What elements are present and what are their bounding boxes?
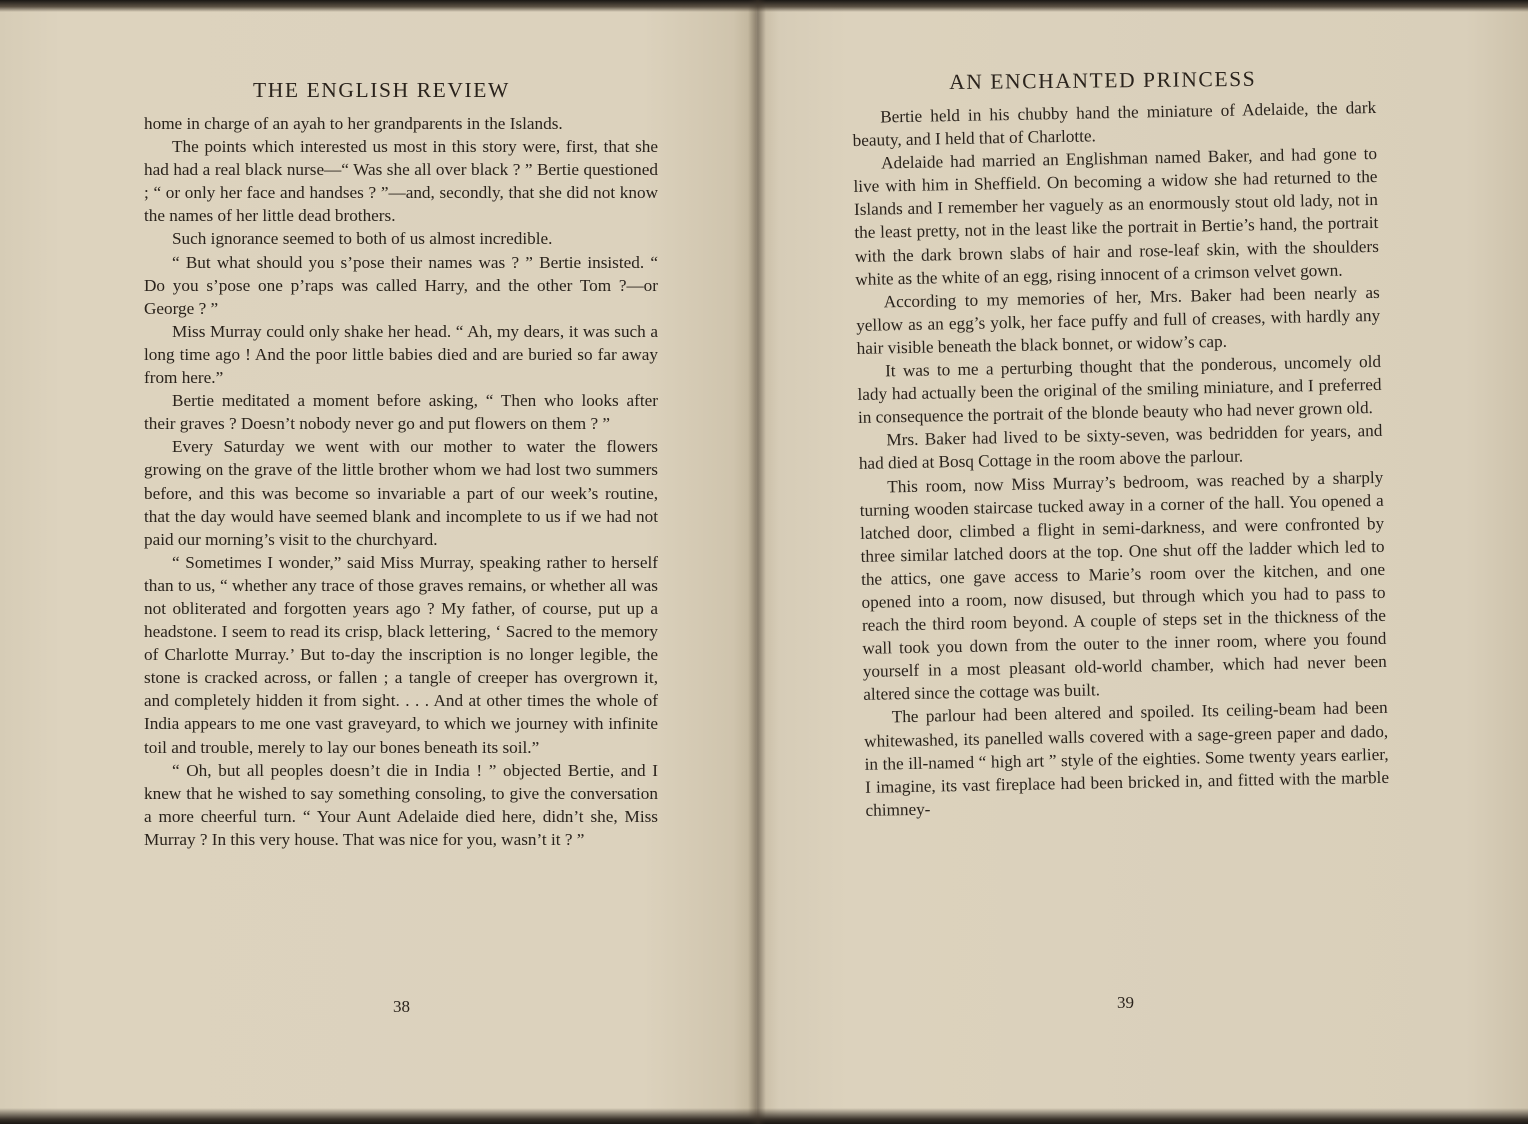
running-head-left: THE ENGLISH REVIEW — [253, 78, 510, 102]
page-bottom-edge — [0, 1108, 756, 1124]
paragraph: Bertie meditated a moment before asking, “ Then who looks after their graves ? Doesn’t nobody never go and put flowers on them ? ” — [144, 391, 658, 434]
page-number-right: 39 — [1117, 993, 1134, 1012]
paragraph: This room, now Miss Murray’s bedroom, was reached by a sharply turning wooden staircase tucked away in a corner of the hall. You opened a latched door, climbed a flight in semi-darkness, and were confronted by three similar latched doors at the top. One shut off the ladder which led to the attics, one gave access to Marie’s room over the kitchen, and one opened into a room, now disused, but through which you had to pass to reach the third room beyond. A couple of steps set in the thickness of the wall took you down from the outer to the inner room, where you found yourself in a most pleasant old-world chamber, which had never been altered since the cottage was built. — [859, 467, 1387, 705]
page-bottom-edge — [756, 1108, 1528, 1124]
page-top-edge — [756, 0, 1528, 12]
page-top-edge — [0, 0, 756, 12]
running-head-right: AN ENCHANTED PRINCESS — [949, 66, 1257, 94]
paragraph: Every Saturday we went with our mother to water the flowers growing on the grave of the little brother whom we had lost two summers before, and this was become so invariable a part of our week’s routine, that the day would have seemed blank and incomplete to us if we had not paid our morning’s visit to the churchyard. — [144, 437, 658, 549]
paragraph: “ Oh, but all peoples doesn’t die in India ! ” objected Bertie, and I knew that he wished to say something consoling, to give the conversation a more cheerful turn. “ Your Aunt Adelaide died here, didn’t she, Miss Murray ? In this very house. That was nice for you, wasn’t it ? ” — [144, 760, 658, 849]
paragraph: Adelaide had married an Englishman named Baker, and had gone to live with him in Sheffield. On becoming a widow she had returned to the Islands and I remember her vaguely as an enormously stout old lady, not in the least pretty, not in the least like the portrait in Bertie’s hand, the portrait with the dark brown slabs of hair and rose-leaf skin, with the shoulders white as the white of an egg, rising innocent of a crimson velvet gown. — [853, 144, 1379, 289]
book-gutter — [748, 0, 766, 1124]
paragraph: The parlour had been altered and spoiled. Its ceiling-beam had been whitewashed, its panelled walls covered with a sage-green paper and dado, in the ill-named “ high art ” style of the eighties. Some twenty years earlier, I imagine, its vast fireplace had been bricked in, and fitted with the marble chimney- — [864, 698, 1390, 820]
paragraph: “ But what should you s’pose their names was ? ” Bertie insisted. “ Do you s’pose one p’raps was called Harry, and the other Tom ?—or George ? ” — [144, 252, 658, 318]
paragraph: Bertie held in his chubby hand the miniature of Adelaide, the dark beauty, and I held that of Charlotte. — [852, 97, 1377, 151]
paragraph: According to my memories of her, Mrs. Baker had been nearly as yellow as an egg’s yolk, her face puffy and full of creases, with hardly any hair visible beneath the black bonnet, or widow’s cap. — [856, 282, 1381, 358]
paragraph: Mrs. Baker had lived to be sixty-seven, was bedridden for years, and had died at Bosq Cottage in the room above the parlour. — [858, 421, 1383, 474]
left-page — [0, 0, 756, 1124]
paragraph: It was to me a perturbing thought that the ponderous, uncomely old lady had actually been the original of the smiling miniature, and I preferred in consequence the portrait of the blonde beauty who had never grown old. — [857, 351, 1382, 428]
paragraph: Miss Murray could only shake her head. “ Ah, my dears, it was such a long time ago ! And the poor little babies died and are buried so far away from here.” — [144, 321, 658, 388]
right-page-body — [852, 96, 1390, 822]
paragraph: “ Sometimes I wonder,” said Miss Murray, speaking rather to herself than to us, “ whether any trace of those graves remains, or whether all was not obliterated and forgotten years ago ? My father, of course, put up a headstone. I seem to read its crisp, black lettering, ‘ Sacred to the memory of Charlotte Murray.’ But to-day the inscription is no longer legible, the stone is cracked across, or fallen ; a tangle of creeper has overgrown it, and completely hidden it from sight. . . . And at other times the whole of India appears to me one vast graveyard, to which we journey with infinite toil and trouble, merely to lay our bones beneath its soil.” — [144, 552, 658, 757]
page-number-left: 38 — [393, 997, 410, 1016]
left-page-body — [144, 112, 658, 851]
paragraph: home in charge of an ayah to her grandparents in the Islands. — [144, 114, 563, 133]
paragraph: The points which interested us most in this story were, first, that she had had a real black nurse—“ Was she all over black ? ” Bertie questioned ; “ or only her face and handses ? ”—and, secondly, that she did not know the names of her little dead brothers. — [144, 137, 658, 226]
paragraph: Such ignorance seemed to both of us almost incredible. — [172, 229, 553, 249]
